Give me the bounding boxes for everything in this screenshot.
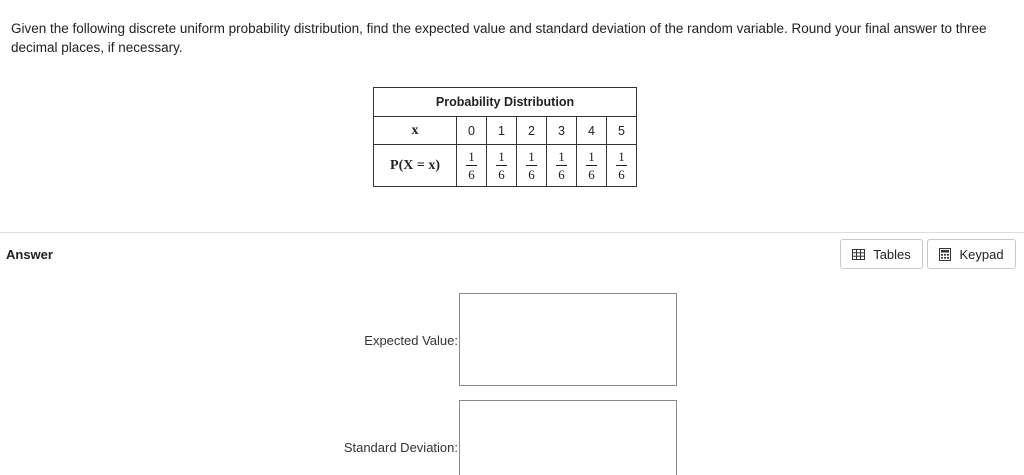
fraction-denominator: 6 [498, 166, 505, 182]
fraction-numerator: 1 [558, 148, 565, 164]
probability-value [547, 145, 577, 187]
standard-deviation-input[interactable] [459, 400, 677, 475]
probability-distribution-table [373, 87, 637, 187]
x-value: 4 [577, 117, 607, 145]
fraction-denominator: 6 [468, 166, 475, 182]
fraction-denominator: 6 [588, 166, 595, 182]
fraction [496, 150, 507, 182]
answer-heading: Answer [6, 247, 53, 262]
fraction-denominator: 6 [618, 166, 625, 182]
tables-button[interactable] [840, 239, 923, 269]
table-caption: Probability Distribution [374, 88, 637, 117]
fraction-numerator: 1 [528, 148, 535, 164]
expected-value-label: Expected Value: [364, 333, 458, 348]
probability-value [607, 145, 637, 187]
fraction-denominator: 6 [558, 166, 565, 182]
fraction [616, 150, 627, 182]
fraction [556, 150, 567, 182]
x-label: x [374, 117, 457, 145]
keypad-button[interactable] [927, 239, 1016, 269]
fraction-numerator: 1 [498, 148, 505, 164]
probability-row [374, 145, 637, 187]
probability-value [577, 145, 607, 187]
fraction-numerator: 1 [618, 148, 625, 164]
tables-button-label: Tables [873, 246, 911, 262]
fraction-numerator: 1 [588, 148, 595, 164]
fraction-numerator: 1 [468, 148, 475, 164]
fraction [466, 150, 477, 182]
keypad-button-label: Keypad [959, 246, 1004, 262]
calculator-keypad-icon [939, 248, 951, 261]
section-divider [0, 232, 1024, 233]
expected-value-input[interactable] [459, 293, 677, 386]
standard-deviation-label: Standard Deviation: [343, 440, 458, 455]
fraction-denominator: 6 [528, 166, 535, 182]
question-text: Given the following discrete uniform probability distribution, find the expected value and standard deviation of the random variable. Round your final answer to three decimal places, if necessary. [11, 21, 987, 55]
x-value: 3 [547, 117, 577, 145]
x-value: 5 [607, 117, 637, 145]
table-grid-icon [852, 249, 865, 260]
probability-value [457, 145, 487, 187]
x-value: 0 [457, 117, 487, 145]
x-values-row [374, 117, 637, 145]
probability-label: P(X = x) [374, 145, 457, 187]
probability-value [487, 145, 517, 187]
x-value: 1 [487, 117, 517, 145]
x-value: 2 [517, 117, 547, 145]
fraction [526, 150, 537, 182]
probability-value [517, 145, 547, 187]
fraction [586, 150, 597, 182]
